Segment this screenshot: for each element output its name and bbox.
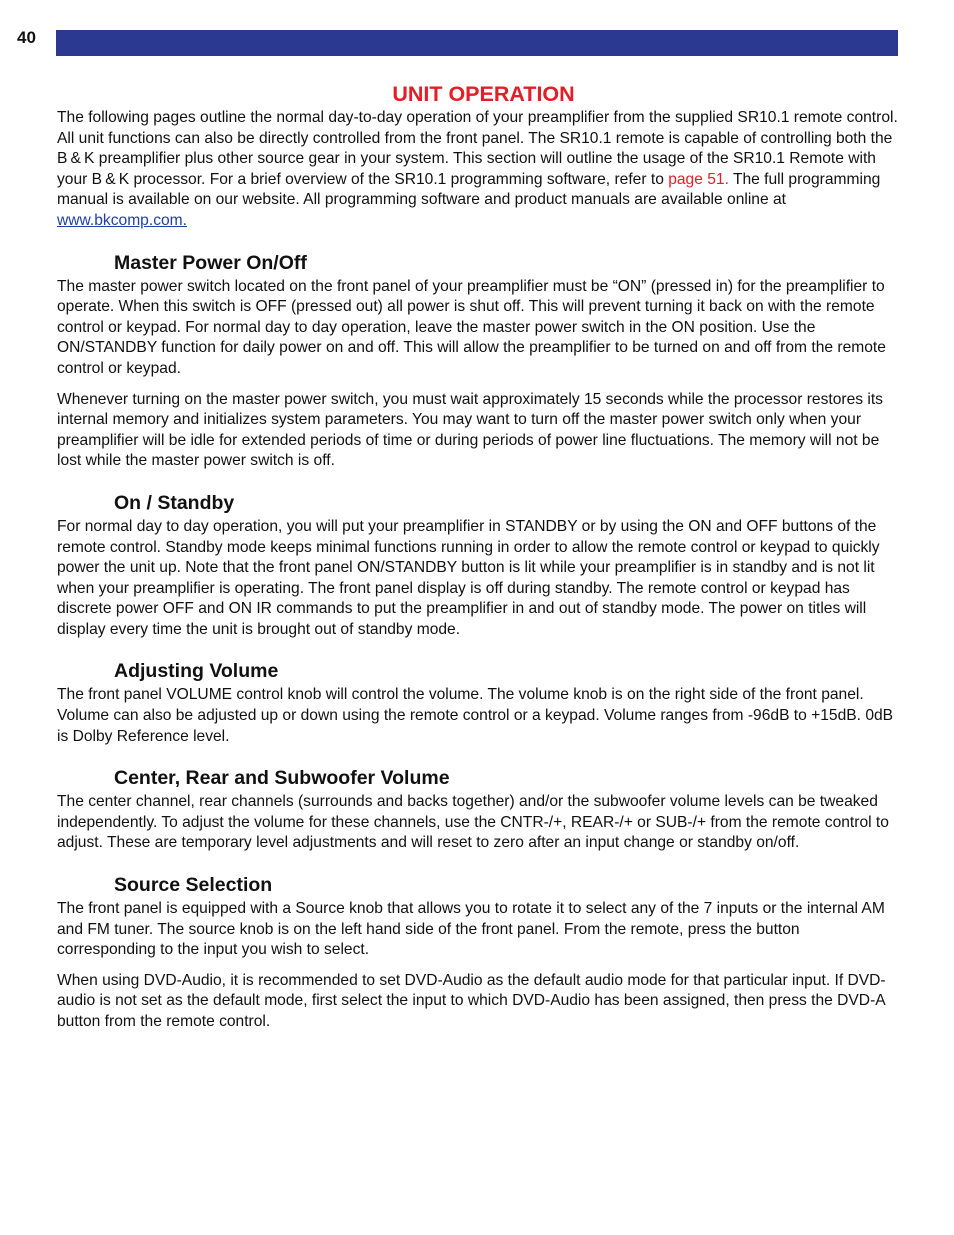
section-heading-adjusting-volume: Adjusting Volume	[114, 660, 279, 683]
section-heading-master-power: Master Power On/Off	[114, 251, 307, 274]
intro-text-continued: The full programming manual is available on our website. All programming software and product manuals are available online at	[57, 170, 881, 209]
page-content	[57, 80, 902, 1033]
page-number: 40	[17, 28, 36, 47]
section-paragraph: The master power switch located on the front panel of your preamplifier must be “ON” (pressed in) for the preamplifier to operate. When this switch is OFF (pressed out) all power is shut off. This will prevent turning it back on with the remote control or keypad. For normal day to day operation, leave the master power switch in the ON position. Use the ON/STANDBY function for daily power on and off. This will allow the preamplifier to be turned on and off from the remote control or keypad.	[57, 277, 886, 377]
header-bar	[56, 30, 898, 56]
intro-paragraph	[57, 108, 902, 232]
section-paragraph: The center channel, rear channels (surrounds and backs together) and/or the subwoofer volume levels can be tweaked independently. To adjust the volume for these channels, use the CNTR-/+, REAR-/+ or SUB-/+ from the remote control to adjust. These are temporary level adjustments and will reset to zero after an input change or standby on/off.	[57, 793, 889, 852]
page-title: UNIT OPERATION	[392, 82, 575, 106]
website-link[interactable]: www.bkcomp.com.	[57, 211, 187, 229]
section-paragraph: Whenever turning on the master power switch, you must wait approximately 15 seconds while the processor restores its internal memory and initializes system parameters. You may want to turn off the master power switch only when your preamplifier will be idle for extended periods of time or during periods of power line fluctuations. The memory will not be lost while the master power switch is off.	[57, 390, 883, 470]
section-paragraph: The front panel VOLUME control knob will control the volume. The volume knob is on the right side of the front panel. Volume can also be adjusted up or down using the remote control or a keypad. Volume ranges from -96dB to +15dB. 0dB is Dolby Reference level.	[57, 686, 894, 745]
section-paragraph: The front panel is equipped with a Source knob that allows you to rotate it to select any of the 7 inputs or the internal AM and FM tuner. The source knob is on the left hand side of the front panel. From the remote, press the button corresponding to the input you wish to select.	[57, 900, 885, 959]
section-heading-source-selection: Source Selection	[114, 874, 273, 897]
section-heading-on-standby: On / Standby	[114, 491, 235, 514]
section-heading-center-rear-sub-volume: Center, Rear and Subwoofer Volume	[114, 767, 450, 790]
section-paragraph: For normal day to day operation, you will put your preamplifier in STANDBY or by using the ON and OFF buttons of the remote control. Standby mode keeps minimal functions running in order to allow the remote control or keypad to quickly power the unit up. Note that the front panel ON/STANDBY button is lit while your preamplifier is in standby and is not lit when your preamplifier is operating. The front panel display is off during standby. The remote control or keypad has discrete power OFF and ON IR commands to put the preamplifier in and out of standby mode. The power on titles will display every time the unit is brought out of standby mode.	[57, 517, 880, 638]
section-paragraph: When using DVD-Audio, it is recommended to set DVD-Audio as the default audio mode for that particular input. If DVD-audio is not set as the default mode, first select the input to which DVD-Audio has been assigned, then press the DVD-A button from the remote control.	[57, 971, 886, 1030]
intro-text: The following pages outline the normal day-to-day operation of your preamplifier from the supplied SR10.1 remote control. All unit functions can also be directly controlled from the front panel. The SR10.1 remote is capable of controlling both the B & K preamplifier plus other source gear in your system. This section will outline the usage of the SR10.1 Remote with your B & K processor. For a brief overview of the SR10.1 programming software, refer to	[57, 109, 898, 188]
page-reference-link[interactable]: page 51.	[668, 170, 729, 188]
